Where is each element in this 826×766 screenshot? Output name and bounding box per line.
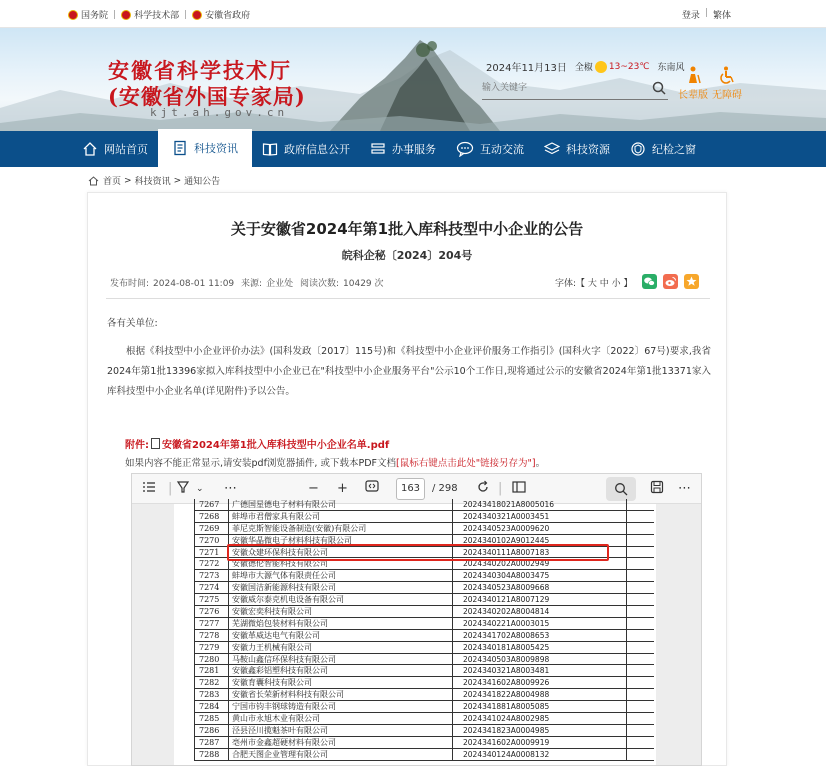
emblem-icon — [121, 10, 131, 20]
table-cell-no: 7277 — [194, 618, 228, 629]
table-row — [194, 642, 654, 654]
breadcrumb: 首页 > 科技资讯 > 通知公告 — [88, 174, 220, 187]
nav-item-tech-news[interactable]: 科技资讯 — [158, 129, 252, 167]
table-cell-no: 7268 — [194, 511, 228, 522]
share-buttons — [642, 274, 705, 289]
outline-icon[interactable] — [142, 480, 156, 500]
table-cell-no: 7276 — [194, 606, 228, 617]
table-cell-no: 7280 — [194, 654, 228, 665]
shield-icon — [630, 141, 646, 157]
accessibility-button[interactable]: 无障碍 — [712, 66, 742, 101]
article-meta: 发布时间: 2024-08-01 11:09 来源: 企业处 阅读次数: 10429 次 — [110, 279, 384, 289]
zoom-in-icon[interactable]: + — [337, 481, 348, 496]
page-total: / 298 — [432, 483, 458, 494]
table-cell-code: 2024341702A8008653 — [452, 630, 627, 641]
table-cell-name: 安徽威尔泰克机电设备有限公司 — [228, 594, 452, 605]
site-search — [482, 78, 668, 100]
attachment: 附件: 安徽省2024年第1批入库科技型中小企业名单.pdf — [125, 436, 389, 451]
stack-icon — [370, 141, 386, 157]
table-cell-no: 7287 — [194, 737, 228, 748]
table-cell-name: 合肥天图企业管理有限公司 — [228, 749, 452, 760]
table-cell-code: 2024340304A8003475 — [452, 570, 627, 581]
traditional-chinese-link[interactable]: 繁体 — [712, 11, 731, 21]
nav-item-gov-info[interactable]: 政府信息公开 — [252, 131, 360, 167]
table-cell-no: 7272 — [194, 558, 228, 569]
table-cell-name: 安徽革威达电气有限公司 — [228, 630, 452, 641]
breadcrumb-home[interactable]: 首页 — [103, 177, 122, 187]
zoom-out-icon[interactable]: − — [308, 481, 319, 496]
layers-icon — [544, 141, 560, 157]
weather-city: 全椒 — [574, 63, 593, 73]
table-row — [194, 594, 654, 606]
nav-item-discipline[interactable]: 纪检之窗 — [620, 131, 706, 167]
table-cell-name: 泾县泾川揽魁茶叶有限公司 — [228, 725, 452, 736]
table-cell-name: 安徽众建环保科技有限公司 — [228, 547, 452, 558]
attachment-link[interactable]: 安徽省2024年第1批入库科技型中小企业名单.pdf — [162, 440, 390, 451]
table-cell-name: 安徽国洁新能源科技有限公司 — [228, 582, 452, 593]
salutation: 各有关单位: — [107, 318, 158, 329]
table-row — [194, 713, 654, 725]
highlight-box — [227, 544, 609, 561]
table-cell-name: 亳州市金鑫超硬材料有限公司 — [228, 737, 452, 748]
table-cell-no: 7267 — [194, 499, 228, 510]
pdf-viewer — [131, 473, 702, 766]
highlight-icon[interactable] — [176, 480, 190, 500]
pdf-search-button[interactable] — [606, 477, 636, 501]
header-banner — [0, 28, 826, 131]
table-row — [194, 618, 654, 630]
save-icon[interactable] — [650, 480, 664, 500]
table-cell-name: 安徽省长荣新材料科技有限公司 — [228, 689, 452, 700]
table-row — [194, 630, 654, 642]
view-count: 10429 次 — [343, 279, 384, 289]
star-icon[interactable] — [684, 274, 699, 289]
more-icon[interactable]: ⋯ — [224, 481, 237, 496]
document-number: 皖科企秘〔2024〕204号 — [341, 249, 473, 262]
book-icon — [262, 141, 278, 157]
table-cell-no: 7269 — [194, 523, 228, 534]
gov-link-anhui[interactable]: 安徽省政府 — [192, 8, 250, 21]
table-row — [194, 665, 654, 677]
table-cell-name: 安徽宏奕科技有限公司 — [228, 606, 452, 617]
weather-wind: 东南风 — [657, 63, 685, 73]
table-row — [194, 701, 654, 713]
table-cell-name: 安徽力王机械有限公司 — [228, 642, 452, 653]
table-cell-code: 2024340523A0009620 — [452, 523, 627, 534]
pdf-hint: 如果内容不能正常显示,请安装pdf浏览器插件, 或下载本PDF文档[鼠标右键点击此处"链接另存为"]。 — [125, 458, 546, 469]
weibo-icon[interactable] — [663, 274, 678, 289]
table-cell-code: 2024340121A8007129 — [452, 594, 627, 605]
table-cell-name: 蚌埠市君僧家具有限公司 — [228, 511, 452, 522]
table-row — [194, 606, 654, 618]
table-cell-no: 7282 — [194, 677, 228, 688]
table-cell-name: 菲尼克斯智能设备制造(安徽)有限公司 — [228, 523, 452, 534]
table-cell-no: 7285 — [194, 713, 228, 724]
article-body: 根据《科技型中小企业评价办法》(国科发政〔2017〕115号)和《科技型中小企业评价服务工作指引》(国科火字〔2022〕67号)要求,我省2024年第1批13396家拟入库科技型中小企业已在"科技型中小企业服务平台"公示10个工作日,现将通过公示的安徽省2024年第1批13371家入库科技型中小企业名单(详见附件)予以公告。 — [107, 346, 711, 397]
publish-time: 2024-08-01 11:09 — [153, 279, 235, 289]
table-cell-no: 7281 — [194, 665, 228, 676]
table-cell-no: 7273 — [194, 570, 228, 581]
table-cell-code: 2024341822A8004988 — [452, 689, 627, 700]
breadcrumb-tech-news[interactable]: 科技资讯 — [134, 177, 171, 187]
nav-item-resources[interactable]: 科技资源 — [534, 131, 620, 167]
elder-mode-button[interactable]: 长辈版 — [678, 66, 708, 101]
chevron-down-icon[interactable]: ⌄ — [196, 484, 204, 494]
page-view-icon[interactable] — [512, 480, 526, 500]
table-cell-name: 安徽育囊科技有限公司 — [228, 677, 452, 688]
site-domain: kjt.ah.gov.cn — [150, 106, 289, 119]
table-cell-name: 芜湖微焰包装材料有限公司 — [228, 618, 452, 629]
emblem-icon — [68, 10, 78, 20]
more-icon[interactable]: ⋯ — [678, 481, 691, 496]
table-row — [194, 677, 654, 689]
table-row — [194, 511, 654, 523]
table-cell-name: 安徽德伦智能科技有限公司 — [228, 558, 452, 569]
table-cell-no: 7288 — [194, 749, 228, 760]
table-cell-code: 2024340202A8004814 — [452, 606, 627, 617]
table-row — [194, 725, 654, 737]
search-icon — [614, 482, 628, 496]
table-cell-name: 广德国星德电子材料有限公司 — [228, 499, 452, 510]
company-table — [194, 499, 654, 761]
file-icon — [151, 438, 160, 449]
gov-link-state-council[interactable]: 国务院 — [68, 8, 108, 21]
toolbar-divider: | — [498, 481, 503, 496]
gov-links: 国务院 | 科学技术部 | 安徽省政府 — [68, 8, 250, 21]
table-cell-no: 7275 — [194, 594, 228, 605]
table-row — [194, 737, 654, 749]
table-cell-no: 7279 — [194, 642, 228, 653]
table-cell-name: 马鞍山鑫信环保科技有限公司 — [228, 654, 452, 665]
wheelchair-icon — [719, 66, 735, 84]
document-icon — [172, 140, 188, 156]
chat-icon — [456, 141, 474, 157]
table-cell-code: 2024340321A8003481 — [452, 665, 627, 676]
table-row — [194, 582, 654, 594]
table-row — [194, 749, 654, 761]
table-cell-code: 2024341823A0004985 — [452, 725, 627, 736]
main-nav — [0, 131, 826, 167]
page-number-input[interactable]: 163 — [396, 478, 425, 500]
account-links: 登录 | 繁体 — [681, 8, 731, 21]
table-cell-name: 黄山市永旭木业有限公司 — [228, 713, 452, 724]
table-cell-code: 2024340523A8009668 — [452, 582, 627, 593]
login-link[interactable]: 登录 — [681, 11, 700, 21]
table-row — [194, 570, 654, 582]
table-cell-code: 2024341024A8002985 — [452, 713, 627, 724]
download-link[interactable]: [鼠标右键点击此处"链接另存为"] — [395, 458, 536, 469]
emblem-icon — [192, 10, 202, 20]
table-cell-name: 安徽华晶微电子材料科技有限公司 — [228, 535, 452, 546]
table-cell-code: 2024341602A8009926 — [452, 677, 627, 688]
gov-link-most[interactable]: 科学技术部 — [121, 8, 179, 21]
breadcrumb-notices[interactable]: 通知公告 — [184, 177, 221, 187]
sun-icon — [595, 61, 607, 73]
table-cell-code: 2024341881A8005085 — [452, 701, 627, 712]
rotate-icon[interactable] — [476, 480, 490, 500]
table-cell-code: 2024340221A0003015 — [452, 618, 627, 629]
table-row — [194, 654, 654, 666]
article-title: 关于安徽省2024年第1批入库科技型中小企业的公告 — [230, 220, 584, 238]
home-icon — [82, 141, 98, 157]
wechat-icon[interactable] — [642, 274, 657, 289]
article-source: 企业处 — [266, 279, 294, 289]
table-cell-no: 7286 — [194, 725, 228, 736]
table-cell-no: 7271 — [194, 547, 228, 558]
table-cell-name: 宁国市钧丰钢球铸造有限公司 — [228, 701, 452, 712]
table-cell-code: 2024340102A9012445 — [452, 535, 627, 546]
table-cell-no: 7278 — [194, 630, 228, 641]
table-cell-name: 蚌埠市大源气体有限责任公司 — [228, 570, 452, 581]
fit-page-icon[interactable] — [365, 480, 379, 498]
table-cell-no: 7270 — [194, 535, 228, 546]
table-cell-no: 7283 — [194, 689, 228, 700]
table-cell-name: 安徽鑫彩铝塑科技有限公司 — [228, 665, 452, 676]
table-cell-no: 7274 — [194, 582, 228, 593]
search-icon[interactable] — [652, 81, 666, 98]
table-cell-code: 2024340321A0003451 — [452, 511, 627, 522]
font-size-selector[interactable]: 字体:【 大 中 小 】 — [555, 279, 633, 289]
nav-item-services[interactable]: 办事服务 — [360, 131, 446, 167]
nav-item-home[interactable]: 网站首页 — [72, 131, 158, 167]
home-icon — [88, 176, 99, 186]
table-cell-code: 20243418021A8005016 — [452, 499, 627, 510]
elder-icon — [685, 66, 701, 84]
site-title[interactable]: 安徽省科学技术厅 (安徽省外国专家局) — [108, 58, 306, 109]
toolbar-divider: | — [168, 481, 173, 496]
table-row — [194, 499, 654, 511]
table-cell-code: 2024340181A8005425 — [452, 642, 627, 653]
table-cell-code: 2024340202A0002949 — [452, 558, 627, 569]
divider — [106, 298, 710, 299]
table-cell-code: 2024340503A8009898 — [452, 654, 627, 665]
table-cell-code: 2024341602A0009919 — [452, 737, 627, 748]
top-bar — [0, 0, 826, 28]
table-cell-code: 2024340124A0008132 — [452, 749, 627, 760]
table-row — [194, 689, 654, 701]
table-row — [194, 523, 654, 535]
table-cell-code: 2024340111A8007183 — [452, 547, 627, 558]
weather-temperature: 13~23℃ — [608, 61, 650, 72]
table-cell-no: 7284 — [194, 701, 228, 712]
search-input[interactable] — [482, 78, 642, 98]
nav-item-interaction[interactable]: 互动交流 — [446, 131, 534, 167]
date-weather — [486, 59, 685, 74]
current-date: 2024年11月13日 — [486, 63, 567, 74]
